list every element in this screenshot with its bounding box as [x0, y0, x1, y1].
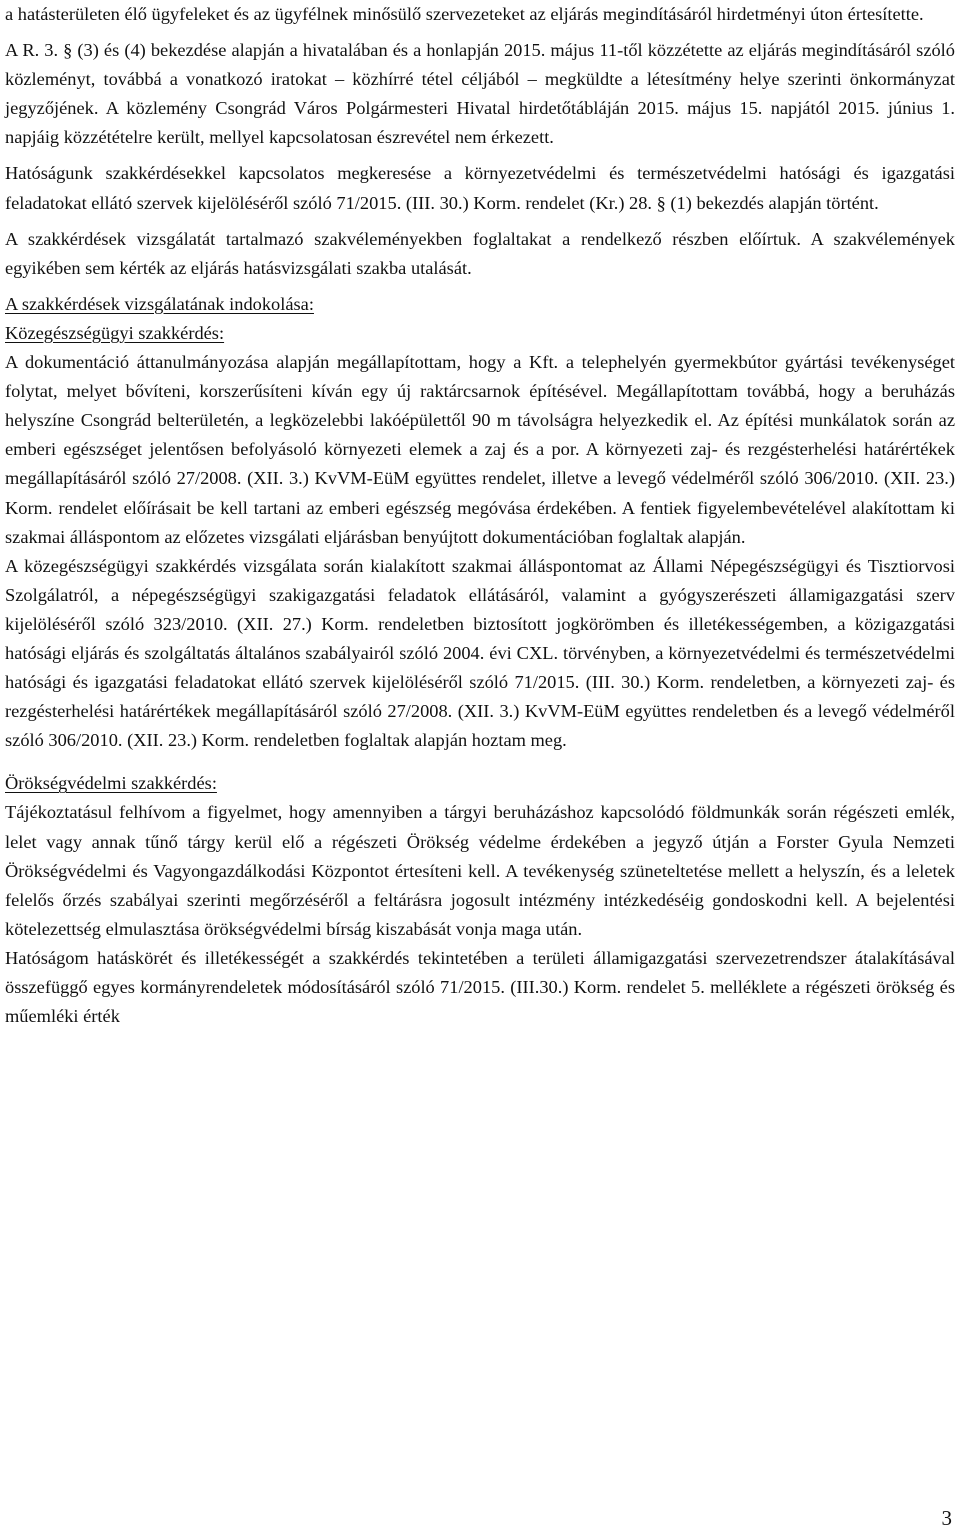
page-number: 3 — [941, 1506, 952, 1530]
paragraph-publication: A R. 3. § (3) és (4) bekezdése alapján a hivatalában és a honlapján 2015. május 11-től közzétette az eljárás megindításáról szóló közleményt, továbbá a vonatkozó iratokat – közhírré tétel céljából – megküldte a létesítmény helye szerinti önkormányzat jegyzőjének. A közlemény Csongrád Város Polgármesteri Hivatal hirdetőtábláján 2015. május 15. napjától 2015. június 1. napjáig közzétételre került, mellyel kapcsolatosan észrevétel nem érkezett. — [5, 40, 955, 148]
heading-justification: A szakkérdések vizsgálatának indokolása: — [5, 293, 314, 314]
paragraph-request-basis: Hatóságunk szakkérdésekkel kapcsolatos megkeresése a környezetvédelmi és természetvédelmi hatósági és igazgatási feladatokat ellátó szervek kijelöléséről szóló 71/2015. (III. 30.) Korm. rendelet (Kr.) 28. § (1) bekezdés alapján történt. — [5, 163, 955, 213]
document-page — [5, 0, 955, 1031]
heading-heritage-protection: Örökségvédelmi szakkérdés: — [5, 773, 217, 794]
paragraph-expert-opinions: A szakkérdések vizsgálatát tartalmazó szakvéleményekben foglaltakat a rendelkező részben előírtuk. A szakvélemények egyikében sem kérték az eljárás hatásvizsgálati szakba utalását. — [5, 228, 955, 278]
paragraph-heritage-notice: Tájékoztatásul felhívom a figyelmet, hogy amennyiben a tárgyi beruházáshoz kapcsolódó földmunkák során régészeti emlék, lelet vagy annak tűnő tárgy kerül elő a régészeti Örökség védelme érdekében a jegyző útján a Forster Gyula Nemzeti Örökségvédelmi és Vagyongazdálkodási Központot értesíteni kell. A tevékenység szüneteltetése mellett a helyszín, és a leletek felelős őrzés szabályai szerinti megőrzéséről a feltárásra jogosult intézmény intézkedéséig gondoskodni kell. A bejelentési kötelezettség elmulasztása örökségvédelmi bírság kiszabását vonja maga után. — [5, 802, 955, 939]
paragraph-public-health-findings: A dokumentáció áttanulmányozása alapján megállapítottam, hogy a Kft. a telephelyén gyermekbútor gyártási tevékenységet folytat, melyet bővíteni, korszerűsíteni kíván egy új raktárcsarnok építésével. Megállapítottam továbbá, hogy a beruházás helyszíne Csongrád belterületén, a legközelebbi lakóépülettől 90 m távolságra helyezkedik el. Az építési munkálatok során az emberi egészséget jelentősen befolyásoló környezeti elemek a zaj és a por. A környezeti zaj- és rezgésterhelési határértékek megállapításáról szóló 27/2008. (XII. 3.) KvVM-EüM együttes rendelet, illetve a levegő védelméről szóló 306/2010. (XII. 23.) Korm. rendelet előírásait be kell tartani az emberi egészség megóvása érdekében. A fentiek figyelembevételével alakítottam ki szakmai álláspontom az előzetes vizsgálati eljárásban benyújtott dokumentációban foglaltak alapján. — [5, 352, 955, 547]
paragraph-heritage-competence: Hatóságom hatáskörét és illetékességét a szakkérdés tekintetében a területi államigazgatási szervezetrendszer átalakításával összefüggő egyes kormányrendeletek módosításáról szóló 71/2015. (III.30.) Korm. rendelet 5. melléklete a régészeti örökség és műemléki érték — [5, 947, 955, 1027]
heading-public-health: Közegészségügyi szakkérdés: — [5, 322, 225, 343]
paragraph-public-health-legal-basis: A közegészségügyi szakkérdés vizsgálata során kialakított szakmai álláspontomat az Állami Népegészségügyi és Tisztiorvosi Szolgálatról, a népegészségügyi szakigazgatási feladatok ellátásáról, valamint a gyógyszerészeti államigazgatási szerv kijelöléséről szóló 323/2010. (XII. 27.) Korm. rendeletben biztosított jogkörömben és illetékességemben, a közigazgatási hatósági eljárás és szolgáltatás általános szabályairól szóló 2004. évi CXL. törvényben, a környezetvédelmi és természetvédelmi hatósági és igazgatási feladatokat ellátó szervek kijelöléséről szóló 71/2015. (III. 30.) Korm. rendeletben, a környezeti zaj- és rezgésterhelési határértékek megállapításáról szóló 27/2008. (XII. 3.) KvVM-EüM együttes rendeletben és a levegő védelméről szóló 306/2010. (XII. 23.) Korm. rendeletben foglaltak alapján hoztam meg. — [5, 555, 955, 751]
paragraph-intro-continuation: a hatásterületen élő ügyfeleket és az ügyfélnek minősülő szervezeteket az eljárás megindításáról hirdetményi úton értesítette. — [5, 4, 924, 24]
